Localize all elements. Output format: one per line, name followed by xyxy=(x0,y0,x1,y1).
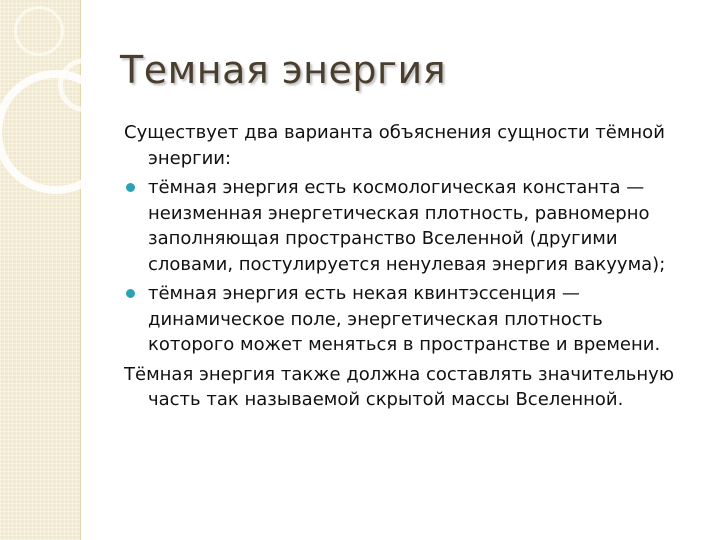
slide-title: Темная энергия xyxy=(120,48,447,92)
bullet-text: тёмная энергия есть некая квинтэссенция — динамическое поле, энергетическая плотность которого может меняться в пространстве и времени. xyxy=(148,283,661,355)
bullet-dot-icon xyxy=(126,289,135,298)
slide-body xyxy=(124,120,694,417)
decorative-side-band xyxy=(0,0,81,540)
intro-paragraph: Существует два варианта объяснения сущности тёмной энергии: xyxy=(124,122,665,169)
bullet-text: тёмная энергия есть космологическая константа — неизменная энергетическая плотность, равномерно заполняющая пространство Вселенной (другими словами, постулируется ненулевая энергия вакуума); xyxy=(148,177,666,275)
bullet-item xyxy=(124,281,694,358)
conclusion-paragraph: Тёмная энергия также должна составлять значительную часть так называемой скрытой массы Вселенной. xyxy=(124,363,674,410)
bullet-dot-icon xyxy=(126,183,135,192)
decorative-ring xyxy=(14,6,64,56)
bullet-item xyxy=(124,175,694,277)
decorative-ring xyxy=(58,58,112,112)
